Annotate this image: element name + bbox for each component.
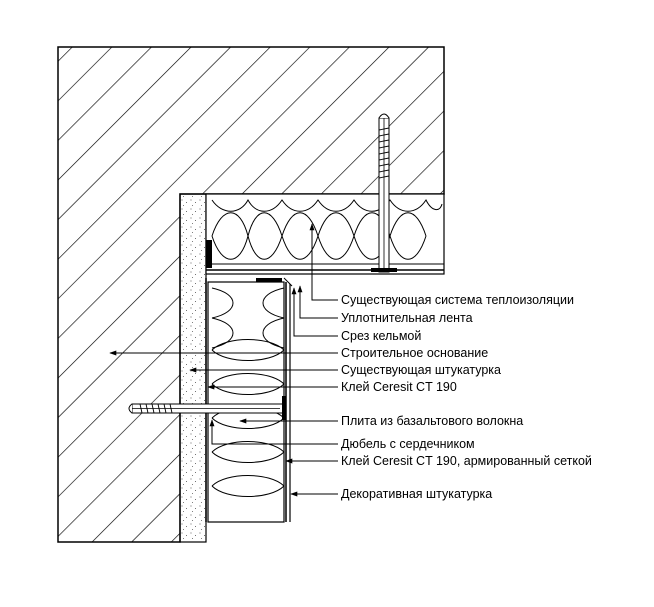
label-adhesive: Клей Ceresit CT 190 (341, 380, 457, 394)
label-building-base: Строительное основание (341, 346, 489, 360)
label-trowel-cut: Срез кельмой (341, 329, 422, 343)
label-basalt-slab: Плита из базальтового волокна (341, 414, 524, 428)
basalt-fibre-slab (208, 282, 284, 522)
label-decorative-plaster: Декоративная штукатурка (341, 487, 493, 501)
label-existing-plaster: Существующая штукатурка (341, 363, 502, 377)
trowel-cut-line (284, 278, 292, 286)
existing-insulation-system (206, 194, 444, 274)
label-sealing-tape: Уплотнительная лента (341, 311, 473, 325)
existing-plaster-layer (180, 194, 206, 542)
label-adhesive-mesh: Клей Ceresit CT 190, армированный сеткой (341, 454, 592, 468)
label-dowel: Дюбель с сердечником (341, 437, 475, 451)
label-existing-insulation: Существующая система теплоизоляции (341, 293, 574, 307)
